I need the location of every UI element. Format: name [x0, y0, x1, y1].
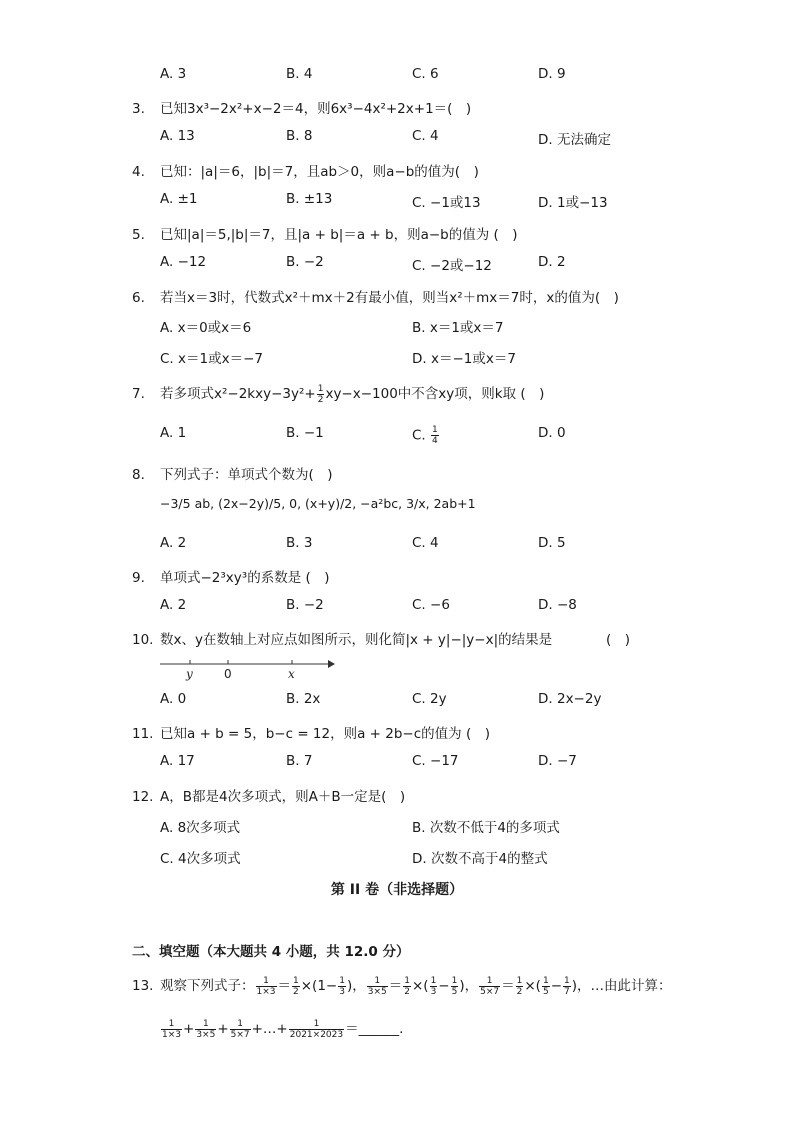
- q2-option-a: A. 3: [160, 66, 187, 82]
- q11-option-b: B. 7: [286, 753, 313, 769]
- q9-option-d: D. −8: [538, 597, 577, 613]
- q8-option-c: C. 4: [412, 535, 439, 551]
- q2-options: [0, 66, 794, 90]
- q4-option-a: A. ±1: [160, 191, 198, 207]
- q4-option-c: C. −1或13: [412, 195, 481, 211]
- q8-options: [0, 535, 794, 559]
- q11-option-c: C. −17: [412, 753, 459, 769]
- number-line-arrow: [328, 660, 335, 668]
- q5-options: [0, 254, 794, 278]
- answer-blank: ______.: [358, 1021, 404, 1037]
- question-number: 12.: [132, 789, 154, 805]
- question-text: 已知3x³−2x²+x−2＝4，则6x³−4x²+2x+1＝( ): [160, 101, 472, 117]
- q9-options: [0, 597, 794, 621]
- question-text-a: 若多项式x²−2kxy−3y²+: [160, 386, 316, 402]
- q10-option-b: B. 2x: [286, 691, 321, 707]
- q6-options-row2: [0, 347, 794, 371]
- q6-option-d: D. x＝−1或x＝7: [412, 351, 516, 367]
- q8-option-a: A. 2: [160, 535, 187, 551]
- q10-option-d: D. 2x−2y: [538, 691, 602, 707]
- question-5: [132, 223, 518, 243]
- question-text: 下列式子：单项式个数为( ): [160, 467, 333, 483]
- question-text: 已知：|a|＝6，|b|＝7，且ab＞0，则a−b的值为( ): [160, 164, 479, 180]
- q12-options-row2: [0, 847, 794, 871]
- section-heading: 二、填空题（本大题共 4 小题，共 12.0 分）: [132, 944, 410, 960]
- q6-option-b: B. x＝1或x＝7: [412, 320, 504, 336]
- q4-option-d: D. 1或−13: [538, 195, 608, 211]
- q6-option-a: A. x＝0或x＝6: [160, 320, 252, 336]
- q7-option-b: B. −1: [286, 425, 324, 441]
- question-number: 5.: [132, 227, 145, 243]
- part-title: 第 II 卷（非选择题）: [330, 882, 464, 898]
- fraction: $\frac{1}{2}$: [317, 383, 324, 405]
- question-10: [132, 628, 552, 648]
- q3-option-d: D. 无法确定: [538, 132, 611, 148]
- answer-paren: ( ): [606, 632, 631, 648]
- question-3: [132, 97, 471, 117]
- question-9: [132, 566, 330, 586]
- question-text: 已知|a|＝5,|b|＝7，且|a + b|＝a + b，则a−b的值为 ( ): [160, 227, 518, 243]
- question-number: 11.: [132, 726, 154, 742]
- q8-option-b: B. 3: [286, 535, 313, 551]
- q10-options: [0, 691, 794, 715]
- question-number: 9.: [132, 570, 145, 586]
- q12-options-row1: [0, 816, 794, 840]
- fraction: $\frac{1}{4}$: [432, 425, 438, 446]
- question-text: A，B都是4次多项式，则A＋B一定是( ): [160, 789, 406, 805]
- q2-option-d: D. 9: [538, 66, 566, 82]
- question-text: 已知a + b = 5，b−c = 12，则a + 2b−c的值为 ( ): [160, 726, 490, 742]
- q3-option-a: A. 13: [160, 128, 195, 144]
- label-y: y: [186, 667, 193, 681]
- q11-option-a: A. 17: [160, 753, 195, 769]
- question-8: [132, 463, 333, 483]
- q3-option-b: B. 8: [286, 128, 313, 144]
- question-number: 7.: [132, 386, 145, 402]
- q12-option-d: D. 次数不高于4的整式: [412, 851, 548, 867]
- q2-option-b: B. 4: [286, 66, 313, 82]
- q13-expression: $\frac{1}{1\times 3}$ + $\frac{1}{3\times 5}$ + $\frac{1}{5\times 7}$ +…+ $\frac{1}{2021\times 2023}$ ＝______.: [162, 1018, 404, 1040]
- question-number: 6.: [132, 290, 145, 306]
- q12-option-c: C. 4次多项式: [160, 851, 241, 867]
- q6-option-c: C. x＝1或x＝−7: [160, 351, 263, 367]
- label-zero: 0: [224, 667, 232, 681]
- q5-option-a: A. −12: [160, 254, 207, 270]
- q8-expression: −3/5 ab, (2x−2y)/5, 0, (x+y)/2, −a²bc, 3/x, 2ab+1: [160, 496, 476, 511]
- q10-option-c: C. 2y: [412, 691, 447, 707]
- q9-option-b: B. −2: [286, 597, 324, 613]
- q3-options: [0, 128, 794, 152]
- question-7: [132, 382, 544, 405]
- q11-option-d: D. −7: [538, 753, 577, 769]
- question-number: 8.: [132, 467, 145, 483]
- q12-option-a: A. 8次多项式: [160, 820, 241, 836]
- q6-options-row1: [0, 316, 794, 340]
- question-number: 10.: [132, 632, 154, 648]
- q7-option-a: A. 1: [160, 425, 187, 441]
- question-text: 数x、y在数轴上对应点如图所示，则化简|x + y|−|y−x|的结果是: [160, 632, 553, 648]
- q9-option-c: C. −6: [412, 597, 450, 613]
- q12-option-b: B. 次数不低于4的多项式: [412, 820, 560, 836]
- q10-option-a: A. 0: [160, 691, 187, 707]
- number-line: [160, 656, 340, 682]
- q7-option-c: C. $\frac{1}{4}$: [412, 425, 438, 446]
- question-number: 3.: [132, 101, 145, 117]
- question-11: [132, 722, 490, 742]
- question-text: 若当x＝3时，代数式x²＋mx＋2有最小值，则当x²＋mx＝7时，x的值为( ): [160, 290, 619, 306]
- question-4: [132, 160, 479, 180]
- q7-option-d: D. 0: [538, 425, 566, 441]
- q5-option-c: C. −2或−12: [412, 258, 492, 274]
- question-number: 4.: [132, 164, 145, 180]
- q5-option-b: B. −2: [286, 254, 324, 270]
- question-text-b: ，…由此计算：: [577, 978, 672, 994]
- question-number: 13.: [132, 978, 154, 994]
- question-text: 单项式−2³xy³的系数是 ( ): [160, 570, 330, 586]
- q2-option-c: C. 6: [412, 66, 439, 82]
- q8-option-d: D. 5: [538, 535, 566, 551]
- q4-option-b: B. ±13: [286, 191, 333, 207]
- question-text-b: xy−x−100中不含xy项，则k取 ( ): [325, 386, 545, 402]
- q3-option-c: C. 4: [412, 128, 439, 144]
- q9-option-a: A. 2: [160, 597, 187, 613]
- q7-options: [0, 425, 794, 449]
- question-6: [132, 286, 619, 306]
- q11-options: [0, 753, 794, 777]
- question-12: [132, 785, 405, 805]
- label-x: x: [288, 667, 295, 681]
- question-13: 13. 观察下列式子： $\frac{1}{1\times 3}$ ＝ $\frac{1}{2}$ ×(1− $\frac{1}{3}$ )， $\frac{1}{3\times 5}$ ＝ $\frac{1}{2}$ ×( $\frac{1}{3}$ − $\frac{1}{5}$ )， $\frac{1}{5\times 7}$ ＝ $\frac{1}{2}$ ×( $\frac{1}{5}$ − $\frac{1}{7}$ )，…由此计算：: [132, 975, 672, 997]
- q4-options: [0, 191, 794, 215]
- q5-option-d: D. 2: [538, 254, 566, 270]
- question-text-a: 观察下列式子：: [160, 978, 255, 994]
